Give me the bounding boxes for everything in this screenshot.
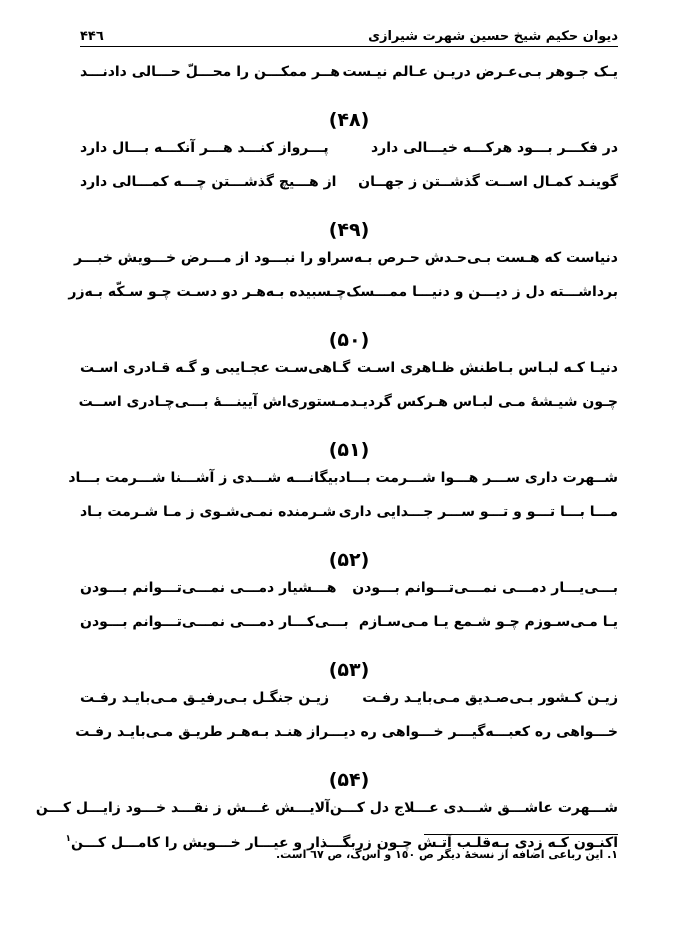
second-hemistich-text: از هـــیچ گذشـــتن چـــه کمـــالی دارد [80, 174, 337, 190]
quatrain-number: (۵۱) [328, 439, 370, 461]
first-hemistich: مـــا بـــا تـــو و تـــو ســـر جـــدایی داری [338, 504, 618, 520]
first-hemistich: اکنـون کـه زدی بـه‌قلـب آتـش چـون زر [355, 834, 618, 851]
second-hemistich-text: بیگانـــه شـــدی ز آشـــنا شـــرمت بـــاد [68, 470, 339, 486]
verse-line [68, 470, 618, 504]
footnote-marker: ١ [65, 834, 71, 844]
verse-line [80, 140, 618, 174]
first-hemistich: چـون شیـشهٔ مـی لبـاس هـرکس گردیـد [349, 394, 618, 410]
verse-line [80, 64, 618, 98]
verse-line [80, 580, 618, 614]
verse-line [74, 250, 618, 284]
verse-line [80, 614, 618, 648]
second-hemistich-text: زیـن جنگـل بـی‌رفیـق مـی‌بایـد رفـت [80, 690, 330, 706]
second-hemistich [80, 140, 329, 156]
second-hemistich [68, 470, 338, 486]
header-rule [80, 46, 618, 47]
second-hemistich-text: گـاهی‌سـت عجـایبی و گـه قـادری اسـت [80, 360, 351, 376]
second-hemistich-text: آلایـــش غـــش ز نقـــد خـــود زایـــل کـــن [35, 800, 330, 816]
verse-line [80, 174, 618, 208]
second-hemistich [74, 250, 331, 266]
quatrain-number: (۵۴) [328, 769, 370, 791]
first-hemistich: یـا مـی‌سـوزم چـو شـمع یـا مـی‌سـازم [358, 614, 618, 630]
second-hemistich [80, 614, 349, 630]
first-hemistich: برداشـــته دل ز دیـــن و دنیـــا ممـــسک [346, 284, 618, 300]
second-hemistich-text: چـسبیده بـه‌هـر دو دسـت چـو سـکّه بـه‌زر [68, 284, 347, 300]
footnote-rule [424, 834, 618, 835]
first-hemistich: بـــی‌یـــار دمـــی نمـــی‌تـــوانم بـــودن [352, 580, 618, 596]
first-hemistich: شـــهرت عاشـــق شـــدی عـــلاج دل کـــن [329, 800, 618, 816]
verse-line [75, 724, 618, 758]
first-hemistich: زیـن کـشور بـی‌صـدیق مـی‌بایـد رفـت [362, 690, 618, 706]
second-hemistich-text: از هنـد بـه‌هـر طریـق مـی‌بایـد رفـت [75, 724, 321, 740]
second-hemistich [79, 394, 350, 410]
second-hemistich [80, 174, 336, 190]
first-hemistich: در فکـــر بـــود هرکـــه خیـــالی دارد [370, 140, 618, 156]
second-hemistich-text: شـرمنده نمـی‌شـوی ز مـا شـرمت بـاد [80, 504, 337, 520]
first-hemistich: یـک جـوهر بـی‌عـرض دریـن عـالم نیـست [342, 64, 618, 80]
verse-line [80, 690, 618, 724]
second-hemistich-text: او را نبـــود از مـــرض خـــویش خبـــر [74, 250, 332, 266]
page-number: ۴۴٦ [80, 29, 104, 44]
verse-line [68, 284, 618, 318]
second-hemistich [36, 800, 330, 816]
second-hemistich-text: هـــشیار دمـــی نمـــی‌تـــوانم بـــودن [80, 580, 337, 596]
second-hemistich-text: بگـــذار و عیـــار خـــویش را کامـــل کـــن [70, 834, 356, 851]
quatrain-number: (۵۰) [328, 329, 370, 351]
second-hemistich [80, 64, 340, 80]
first-hemistich: خـــواهی ره کعبـــه‌گیـــر خـــواهی ره دیـــر [320, 724, 618, 740]
verse-line [35, 800, 618, 834]
second-hemistich-text: پـــرواز کنـــد هـــر آنکـــه بـــال دارد [80, 140, 329, 156]
quatrain-number: (۵۳) [328, 659, 370, 681]
second-hemistich [75, 724, 320, 740]
book-title: دیوان حکیم شیخ حسین شهرت شیرازی [368, 29, 618, 44]
second-hemistich [80, 504, 336, 520]
second-hemistich-text: هــر ممکـــن را محـــلّ حـــالی دادنـــد [80, 64, 340, 80]
first-hemistich: شــهرت داری ســـر هـــوا شـــرمت بـــاد [338, 470, 618, 486]
second-hemistich [80, 360, 350, 376]
quatrains [35, 64, 618, 868]
second-hemistich [80, 690, 329, 706]
second-hemistich-text: مـستوری‌اش آیینـــهٔ بـــی‌چـادری اســت [78, 394, 350, 410]
footnote: ١. این رباعی اضافه از نسخهٔ دیگر ص ١٥٠ و اس‌ک، ص ٦٧ است. [275, 848, 618, 861]
second-hemistich-text: بـــی‌کـــار دمـــی نمـــی‌تـــوانم بـــودن [80, 614, 349, 630]
verse-line [80, 360, 618, 394]
first-hemistich: گوینـد کمـال اســت گذشــتن ز جهــان [358, 174, 618, 190]
verse-line [80, 394, 618, 428]
first-hemistich: دنیـا کـه لبـاس بـاطنش ظـاهری اسـت [357, 360, 618, 376]
first-hemistich: دنیاست که هـست بـی‌حـدش حـرص بـه‌سر [331, 250, 618, 266]
quatrain-number: (۴۹) [328, 219, 370, 241]
second-hemistich [68, 284, 346, 300]
verse-line [80, 504, 618, 538]
quatrain-number: (۵۲) [328, 549, 370, 571]
quatrain-number: (۴۸) [328, 109, 370, 131]
running-head [80, 22, 618, 44]
second-hemistich [80, 580, 336, 596]
